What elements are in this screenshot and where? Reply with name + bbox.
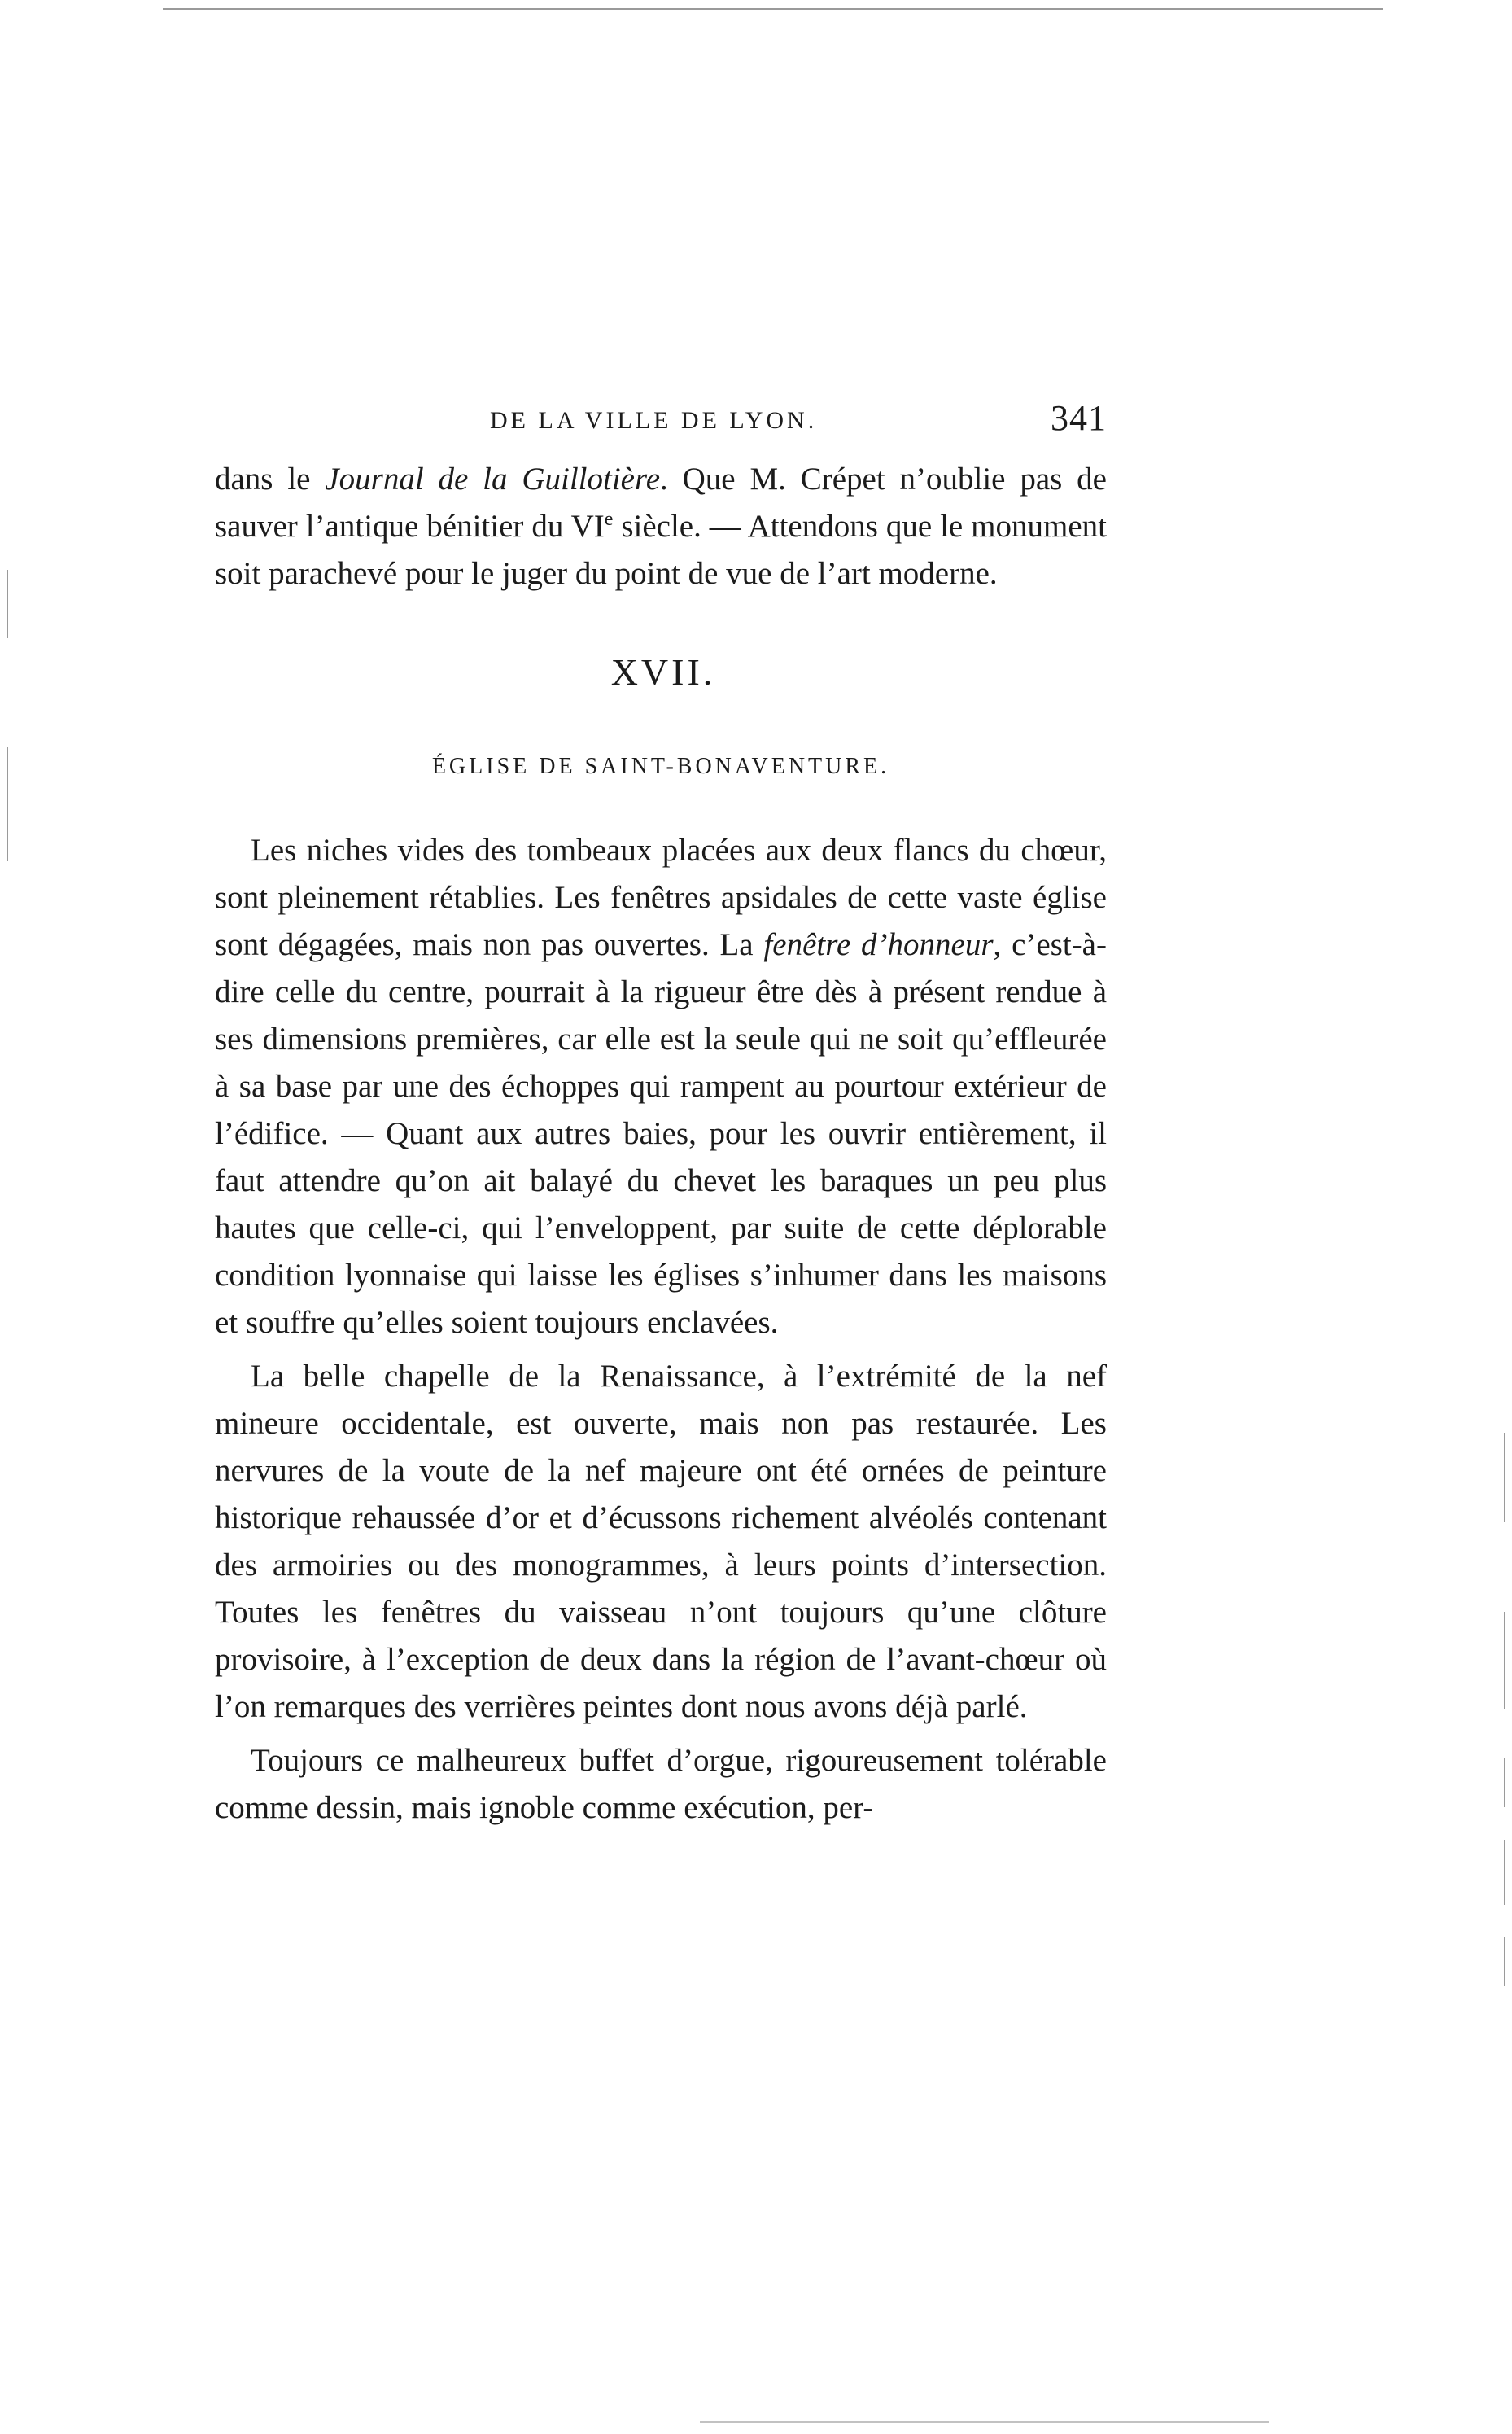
- scan-top-rule: [163, 8, 1383, 10]
- scan-right-mark: [1504, 1612, 1505, 1709]
- scan-left-mark: [7, 747, 8, 861]
- scan-right-mark: [1504, 1433, 1505, 1522]
- section-title: ÉGLISE DE SAINT-BONAVENTURE.: [431, 754, 890, 779]
- running-head: DE LA VILLE DE LYON.: [490, 407, 818, 434]
- section-number: XVII.: [610, 651, 716, 693]
- intro-paragraph: dans le Journal de la Guillotière. Que M. Crépet n’oublie pas de sauver l’antique bénitier du VIe siècle. — Attendons que le monument soit parachevé pour le juger du point de vue de l’art moderne.: [215, 462, 1107, 591]
- scan-right-mark: [1504, 1840, 1505, 1905]
- paragraph: Toujours ce malheureux buffet d’orgue, rigoureusement tolérable comme dessin, mais ignoble comme exécution, per-: [215, 1743, 1107, 1825]
- scan-right-mark: [1504, 1758, 1505, 1807]
- paragraph: Les niches vides des tombeaux placées aux deux flancs du chœur, sont pleinement rétablies. Les fenêtres apsidales de cette vaste église sont dégagées, mais non pas ouvertes. La fenêtre d’honneur, c’est-à-dire celle du centre, pourrait à la rigueur être dès à présent rendue à ses dimensions premières, car elle est la seule qui ne soit qu’effleurée à sa base par une des échoppes qui rampent au pourtour extérieur de l’édifice. — Quant aux autres baies, pour les ouvrir entièrement, il faut attendre qu’on ait balayé du chevet les baraques un peu plus hautes que celle-ci, qui l’enveloppent, par suite de cette déplorable condition lyonnaise qui laisse les églises s’inhumer dans les maisons et souffre qu’elles soient toujours enclavées.: [215, 833, 1107, 1340]
- journal-title: Journal de la Guillotière: [325, 462, 661, 497]
- scan-bottom-rule: [700, 2421, 1269, 2423]
- scan-left-mark: [7, 570, 8, 638]
- scan-right-mark: [1504, 1937, 1505, 1986]
- paragraph: La belle chapelle de la Renaissance, à l’extrémité de la nef mineure occidentale, est ouverte, mais non pas restaurée. Les nervures de la voute de la nef majeure ont été ornées de peinture historique rehaussée d’or et d’écussons richement alvéolés contenant des armoiries ou des monogrammes, à leurs points d’intersection. Toutes les fenêtres du vaisseau n’ont toujours qu’une clôture provisoire, à l’exception de deux dans la région de l’avant-chœur où l’on remarques des verrières peintes dont nous avons déjà parlé.: [215, 1359, 1107, 1724]
- page-header: [215, 397, 1107, 446]
- superscript: e: [604, 509, 614, 530]
- page-number: 341: [1051, 398, 1107, 438]
- emphasis: fenêtre d’honneur: [763, 927, 994, 962]
- body-text: [215, 456, 1107, 1832]
